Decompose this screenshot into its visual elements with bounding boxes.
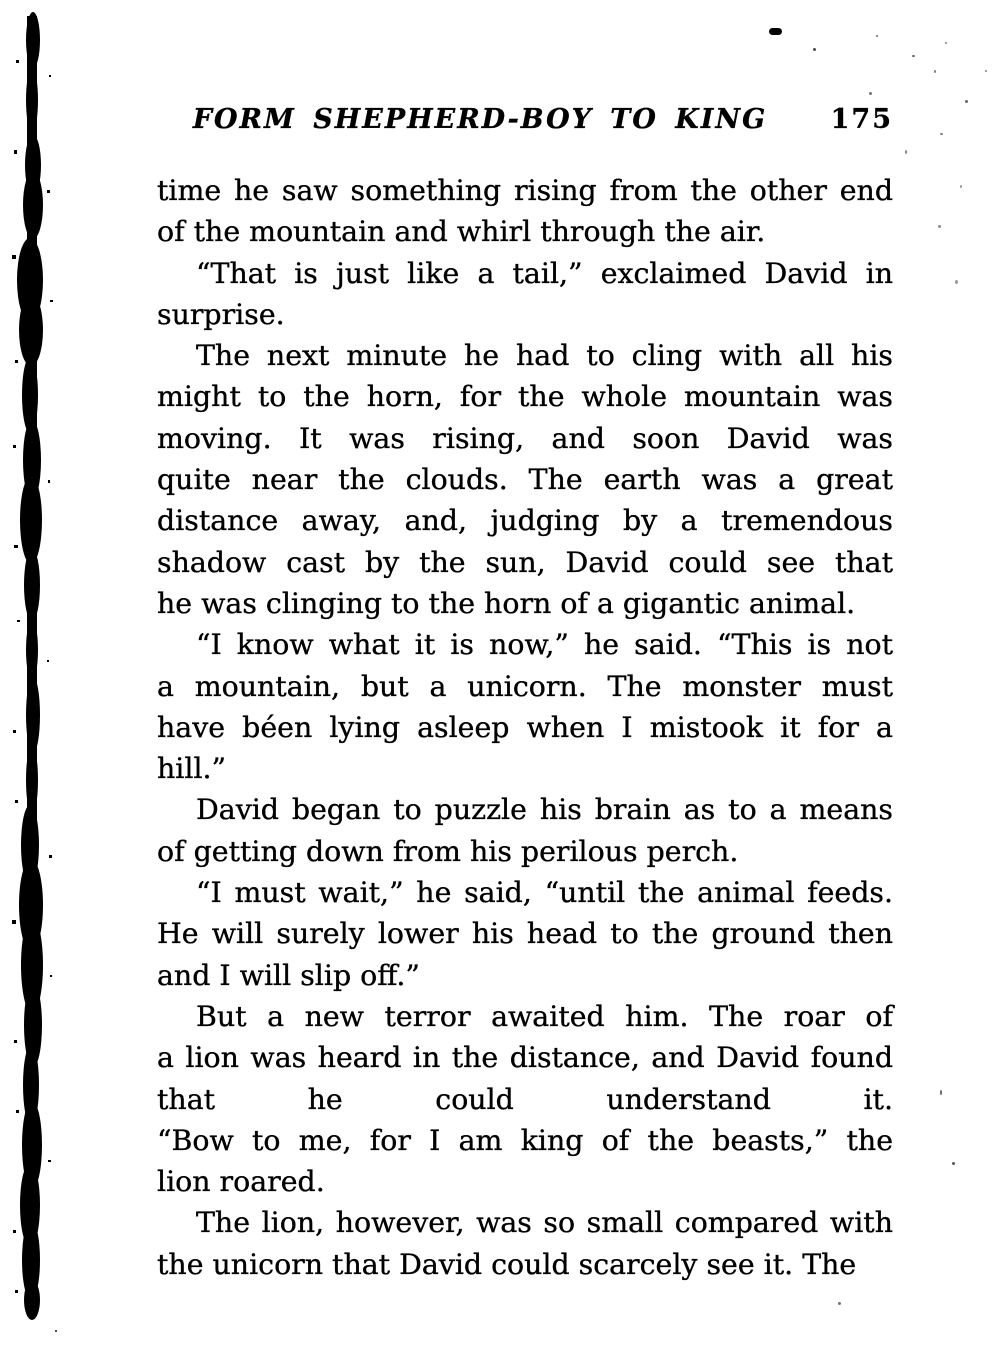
text-line: a mountain, but a unicorn. The monster must (157, 669, 893, 703)
text-line: hill.” (157, 752, 227, 786)
binding-shadow-artifact (0, 0, 80, 1347)
paragraph (157, 996, 893, 1202)
text-line: he was clinging to the horn of a gigantic animal. (157, 586, 856, 620)
text-line: shadow cast by the sun, David could see that (157, 545, 893, 579)
ink-speck (838, 1302, 841, 1305)
ink-speck (965, 100, 968, 103)
ink-speck (934, 70, 936, 73)
text-line: of getting down from his perilous perch. (157, 834, 739, 868)
paragraph (157, 624, 893, 789)
text-line: time he saw something rising from the other end (157, 174, 893, 207)
ink-speck (960, 185, 962, 188)
text-line: “I must wait,” he said, “until the animal feeds. (196, 876, 893, 910)
text-line: have béen lying asleep when I mistook it for a (157, 710, 893, 744)
text-line: the unicorn that David could scarcely see it. The (157, 1247, 857, 1281)
paragraph (157, 335, 893, 624)
ink-speck (952, 1162, 955, 1165)
text-line: that he could understand it. (157, 1082, 893, 1116)
text-line: surprise. (157, 297, 285, 331)
ink-speck (869, 92, 872, 95)
ink-speck (955, 280, 958, 284)
ink-speck (912, 55, 915, 57)
text-line: might to the horn, for the whole mountain was (157, 380, 893, 414)
paragraph (157, 789, 893, 872)
ink-speck (940, 1090, 942, 1095)
page-number: 175 (830, 104, 893, 135)
text-line: But a new terror awaited him. The roar of (196, 999, 893, 1033)
paragraph (157, 253, 893, 336)
text-line: David began to puzzle his brain as to a means (196, 793, 893, 827)
text-block (157, 170, 893, 1285)
text-line: lion roared. (157, 1165, 325, 1199)
running-header (157, 104, 893, 144)
ink-speck (985, 70, 987, 72)
ink-speck (940, 133, 943, 135)
paragraph (157, 170, 893, 253)
paragraph (157, 872, 893, 996)
text-line: The lion, however, was so small compared with (196, 1206, 893, 1240)
text-line: quite near the clouds. The earth was a great (157, 463, 893, 497)
ink-speck (876, 35, 878, 37)
text-line: moving. It was rising, and soon David was (157, 421, 893, 455)
ink-speck (938, 225, 941, 228)
text-line: and I will slip off.” (157, 958, 420, 992)
text-line: “That is just like a tail,” exclaimed David in (196, 256, 893, 290)
text-line: a lion was heard in the distance, and David found (157, 1041, 893, 1075)
text-line: of the mountain and whirl through the air. (157, 215, 766, 249)
text-line: He will surely lower his head to the ground then (157, 917, 893, 951)
ink-speck (945, 42, 947, 44)
text-line: distance away, and, judging by a tremendous (157, 504, 893, 538)
ink-smudge (769, 28, 782, 35)
text-line: “Bow to me, for I am king of the beasts,” the (157, 1123, 893, 1157)
text-line: The next minute he had to cling with all his (196, 339, 893, 373)
ink-speck (813, 48, 816, 51)
text-line: “I know what it is now,” he said. “This is not (196, 628, 893, 662)
chapter-title: FORM SHEPHERD-BOY TO KING (192, 104, 768, 135)
ink-speck (905, 150, 907, 154)
paragraph (157, 1202, 893, 1285)
